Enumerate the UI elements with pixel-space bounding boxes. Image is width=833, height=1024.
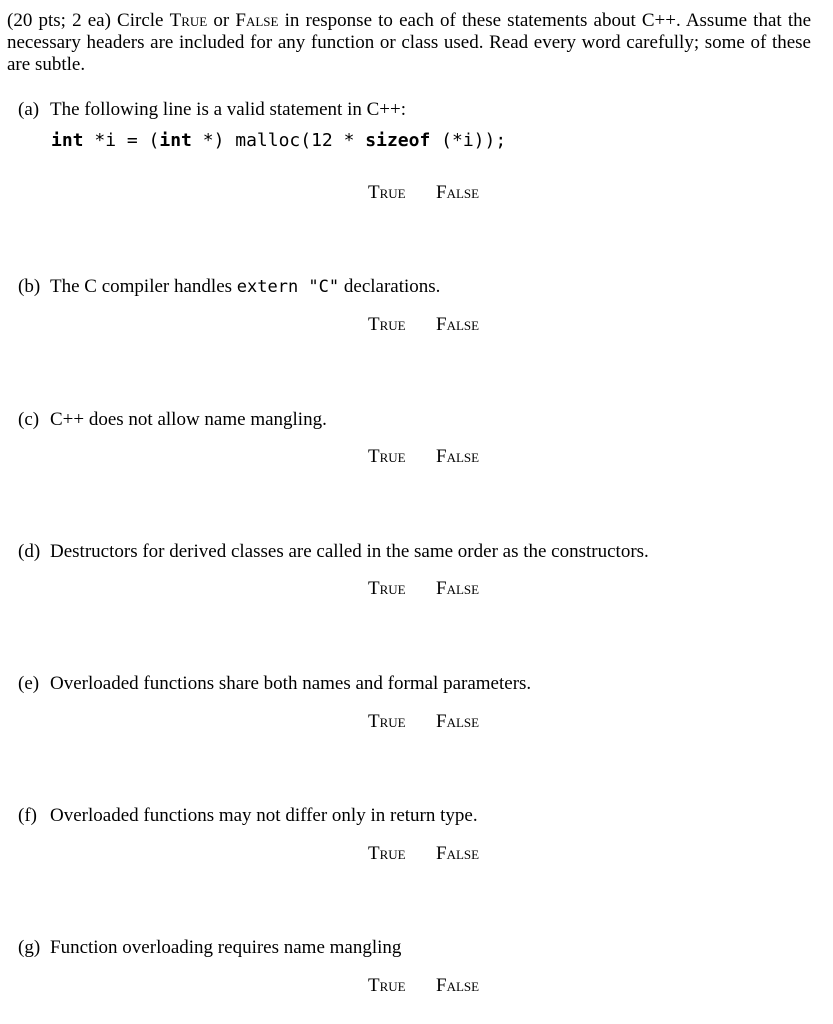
true-option[interactable]: True (368, 711, 406, 732)
question-label: (b) (18, 276, 41, 297)
true-option[interactable]: True (368, 446, 406, 467)
instructions (7, 10, 811, 76)
instructions-false-word: False (235, 10, 279, 31)
answer-choices-e (368, 711, 479, 733)
code-part: (*i)); (430, 130, 507, 151)
false-option[interactable]: False (436, 446, 480, 467)
question-label: (a) (18, 99, 40, 120)
inline-code: extern "C" (236, 277, 340, 297)
code-statement (51, 130, 506, 152)
question-f (18, 805, 478, 827)
instructions-points: (20 pts; 2 ea) Circle (7, 10, 164, 31)
answer-choices-b (368, 314, 479, 336)
question-label: (g) (18, 937, 41, 958)
instructions-rest: in response to each of these statements about C++. Assume that the necessary headers are included for any function or class used. Read every word carefully; some of these are subtle. (7, 10, 812, 75)
code-keyword: int (159, 130, 192, 151)
false-option[interactable]: False (436, 314, 480, 335)
question-label: (c) (18, 409, 40, 430)
question-c (18, 409, 327, 431)
code-part: *i = ( (83, 130, 160, 151)
code-keyword: sizeof (365, 130, 431, 151)
true-option[interactable]: True (368, 843, 406, 864)
false-option[interactable]: False (436, 182, 480, 203)
answer-choices-a (368, 182, 479, 204)
instructions-true-word: True (169, 10, 208, 31)
question-text: Function overloading requires name mangling (50, 937, 402, 958)
true-option[interactable]: True (368, 314, 406, 335)
code-keyword: int (51, 130, 84, 151)
question-label: (d) (18, 541, 41, 562)
question-text: C++ does not allow name mangling. (50, 409, 327, 430)
false-option[interactable]: False (436, 711, 480, 732)
false-option[interactable]: False (436, 843, 480, 864)
question-e (18, 673, 531, 695)
question-text: Destructors for derived classes are called in the same order as the constructors. (50, 541, 649, 562)
question-g (18, 937, 401, 959)
question-text: The following line is a valid statement in C++: (50, 99, 406, 120)
code-part: *) malloc(12 * (191, 130, 366, 151)
question-label: (e) (18, 673, 40, 694)
true-option[interactable]: True (368, 578, 406, 599)
question-a (18, 99, 406, 121)
true-option[interactable]: True (368, 975, 406, 996)
question-text: declarations. (343, 276, 441, 297)
true-option[interactable]: True (368, 182, 406, 203)
answer-choices-d (368, 578, 479, 600)
question-label: (f) (18, 805, 37, 826)
answer-choices-g (368, 975, 479, 997)
question-b (18, 276, 440, 298)
answer-choices-c (368, 446, 479, 468)
answer-choices-f (368, 843, 479, 865)
instructions-or-word: or (213, 10, 230, 31)
false-option[interactable]: False (436, 975, 480, 996)
question-d (18, 541, 649, 563)
question-text: Overloaded functions share both names and formal parameters. (50, 673, 532, 694)
question-text: The C compiler handles (50, 276, 233, 297)
question-text: Overloaded functions may not differ only in return type. (50, 805, 478, 826)
false-option[interactable]: False (436, 578, 480, 599)
